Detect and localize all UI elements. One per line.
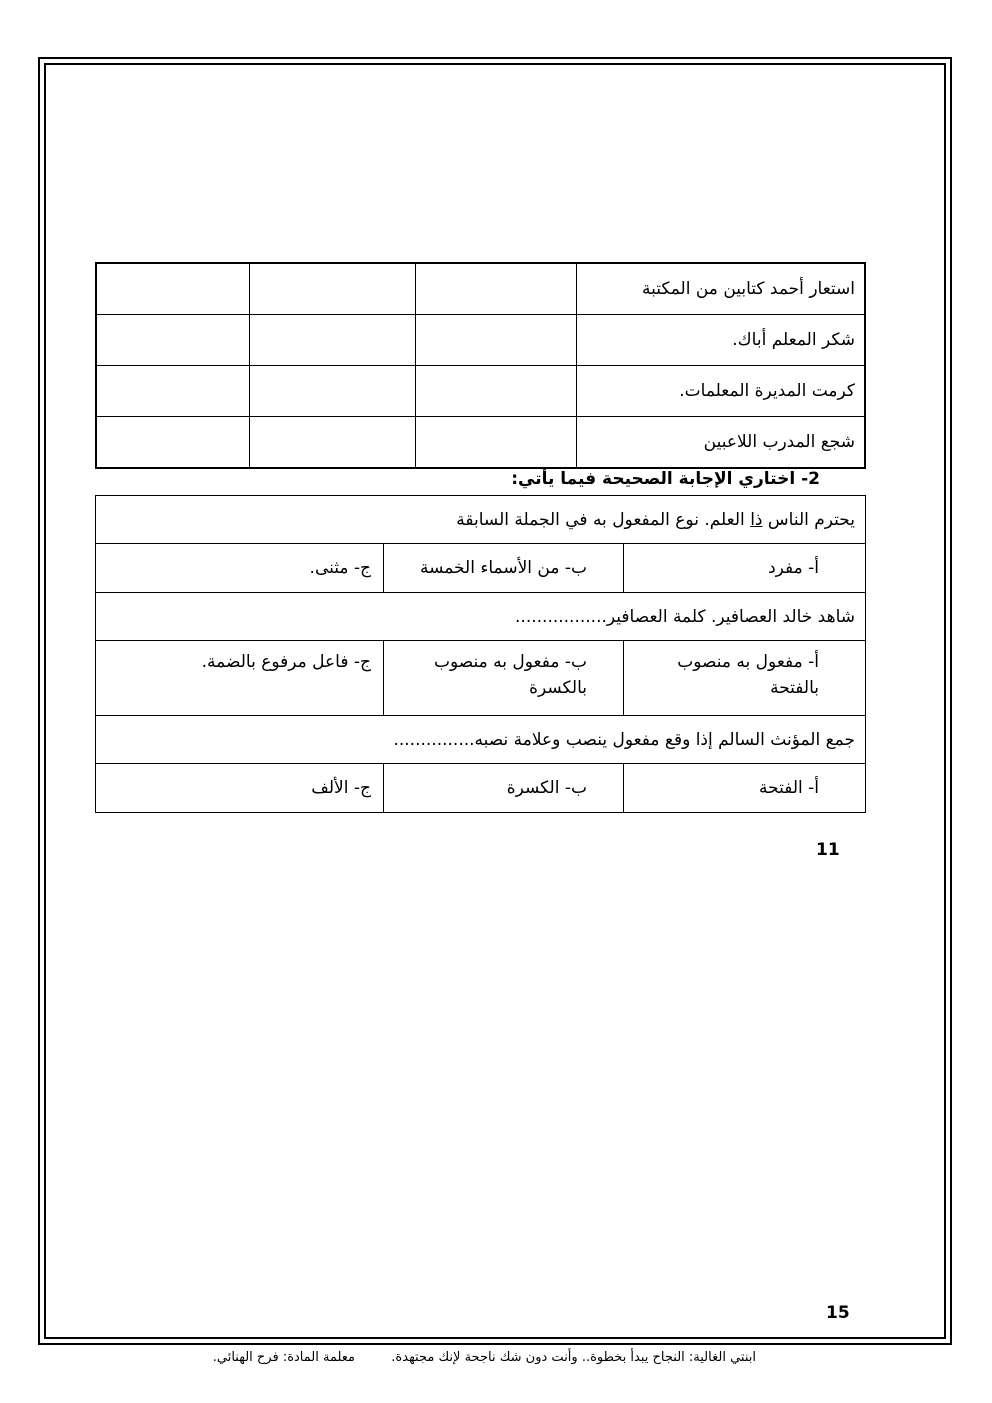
table-row xyxy=(96,263,865,315)
option-a[interactable]: أ- مفرد xyxy=(624,544,866,593)
question-row xyxy=(96,496,866,544)
answer-cell[interactable] xyxy=(96,366,249,417)
sentence-cell: شكر المعلم أباك. xyxy=(576,315,865,366)
sentence-analysis-table xyxy=(95,262,866,469)
option-c[interactable]: ج- فاعل مرفوع بالضمة. xyxy=(96,641,384,716)
answer-cell[interactable] xyxy=(249,417,415,469)
footer-teacher: معلمة المادة: فرح الهنائي. xyxy=(212,1350,356,1365)
question-2-heading: 2- اختاري الإجابة الصحيحة فيما يأتي: xyxy=(511,469,820,489)
option-c[interactable]: ج- مثنى. xyxy=(96,544,384,593)
question-row xyxy=(96,593,866,641)
answer-cell[interactable] xyxy=(96,315,249,366)
answer-cell[interactable] xyxy=(415,263,576,315)
question-text: شاهد خالد العصافير. كلمة العصافير................. xyxy=(96,593,866,641)
option-b[interactable]: ب- مفعول به منصوب بالكسرة xyxy=(384,641,624,716)
answer-cell[interactable] xyxy=(415,366,576,417)
answer-cell[interactable] xyxy=(415,417,576,469)
inner-page-number: 11 xyxy=(816,840,840,860)
question-text: يحترم الناس ذا العلم. نوع المفعول به في الجملة السابقة xyxy=(96,496,866,544)
answer-cell[interactable] xyxy=(96,263,249,315)
footer-motto: ابنتي الغالية: النجاح يبدأ بخطوة.. وأنت دون شك ناجحة لإنك مجتهدة. xyxy=(391,1350,756,1365)
options-row xyxy=(96,544,866,593)
answer-cell[interactable] xyxy=(249,263,415,315)
option-b[interactable]: ب- من الأسماء الخمسة xyxy=(384,544,624,593)
page-number: 15 xyxy=(826,1303,850,1323)
answer-cell[interactable] xyxy=(415,315,576,366)
option-a[interactable]: أ- مفعول به منصوب بالفتحة xyxy=(624,641,866,716)
answer-cell[interactable] xyxy=(96,417,249,469)
multiple-choice-table xyxy=(95,495,866,813)
footer xyxy=(120,1350,756,1365)
question-text: جمع المؤنث السالم إذا وقع مفعول ينصب وعلامة نصبه............... xyxy=(96,716,866,764)
table-row xyxy=(96,366,865,417)
table-row xyxy=(96,315,865,366)
option-c[interactable]: ج- الألف xyxy=(96,764,384,813)
answer-cell[interactable] xyxy=(249,366,415,417)
sentence-cell: شجع المدرب اللاعبين xyxy=(576,417,865,469)
options-row xyxy=(96,641,866,716)
answer-cell[interactable] xyxy=(249,315,415,366)
options-row xyxy=(96,764,866,813)
sentence-cell: استعار أحمد كتابين من المكتبة xyxy=(576,263,865,315)
option-a[interactable]: أ- الفتحة xyxy=(624,764,866,813)
sentence-cell: كرمت المديرة المعلمات. xyxy=(576,366,865,417)
underlined-word: ذا xyxy=(750,509,763,530)
option-b[interactable]: ب- الكسرة xyxy=(384,764,624,813)
question-row xyxy=(96,716,866,764)
table-row xyxy=(96,417,865,469)
